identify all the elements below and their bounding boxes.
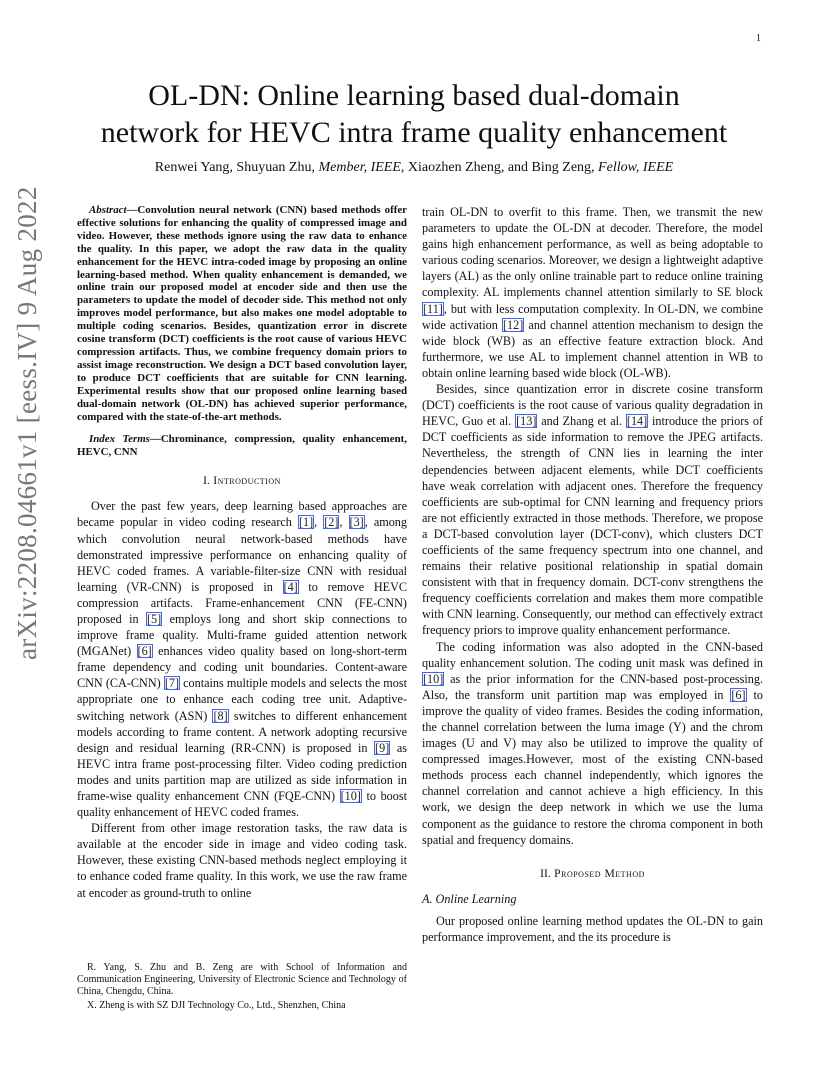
text-run: and Zhang et al. [537, 414, 626, 429]
author-role-fellow: Fellow, IEEE [598, 160, 674, 175]
author-list [40, 160, 788, 176]
text-run: to remove HEVC compression artifacts. Frame-enhancement CNN (FE-CNN) proposed in [77, 579, 408, 626]
text-run: as HEVC intra frame post-processing filter. Video coding prediction modes and units partition map are utilized as side information in frame-wise quality enhancement CNN (FQE-CNN) [77, 740, 407, 803]
text-run: , among which convolution neural network-based methods have demonstrated impressive performance on enhancing quality of HEVC coded frames. A variable-filter-size CNN with residual learning (VR-CNN) is proposed in [77, 515, 407, 594]
citation-link[interactable]: [13] [516, 414, 537, 429]
citation-link[interactable]: [3] [349, 515, 364, 530]
authors-part-2: , Xiaozhen Zheng, and Bing Zeng, [400, 160, 595, 175]
text-run: to boost quality enhancement of HEVC coded frames. [77, 789, 408, 820]
authors-part-1: Renwei Yang, Shuyuan Zhu, [154, 160, 315, 175]
intro-paragraph-1: Over the past few years, deep learning based approaches are became popular in video coding research [1], [2], [3], among which convolution neural network-based methods have demonstrated impressive performance on enhancing quality of HEVC coded frames. A variable-filter-size CNN with residual learning (VR-CNN) is proposed in [4] to remove HEVC compression artifacts. Frame-enhancement CNN (FE-CNN) proposed in [5] employs long and short skip connections to improve frame quality. Multi-frame guided attention network (MGANet) [6] enhances video quality based on long-short-term frame dependency and coding unit boundaries. Content-aware CNN (CA-CNN) [7] contains multiple models and selects the most appropriate one to enhance each coding tree unit. Adaptive-switching network (ASN) [8] switches to different enhancement models according to frame content. A network adopting recursive design and residual learning (RR-CNN) is proposed in [9] as HEVC intra frame post-processing filter. Video coding prediction modes and units partition map are utilized as side information in frame-wise quality enhancement CNN (FQE-CNN) [10] to boost quality enhancement of HEVC coded frames. [77, 499, 408, 820]
right-paragraph-4: Our proposed online learning method updates the OL-DN to gain performance improvement, and the its procedure is [422, 913, 763, 945]
citation-link[interactable]: [4] [283, 579, 298, 594]
citation-link[interactable]: [9] [375, 740, 390, 755]
right-paragraph-3 [422, 639, 763, 848]
text-run: contains multiple models and selects the most appropriate one to enhance each coding tree unit. Adaptive-switching network (ASN) [77, 676, 407, 723]
citation-link[interactable]: [6] [137, 644, 152, 659]
section-title: Introduction [213, 474, 281, 488]
subsection-heading-online-learning: A. Online Learning [422, 891, 517, 906]
citation-link[interactable]: [10] [340, 789, 361, 803]
abstract-text: —Convolution neural network (CNN) based methods offer effective solutions for enhancing the quality of compressed image and video. However, these methods ignore using the raw data to enhance the quality. In this paper, we adopt the raw data in the quality enhancement for the HEVC intra-coded image by proposing an online learning-based method. When quality enhancement is demanded, we online train our proposed model at encoder side and then use the parameters to update the model of decoder side. This method not only improves model performance, but also makes one model adoptable to multiple coding scenarios. Besides, quantization error in discrete cosine transform (DCT) coefficients is the root cause of various HEVC compression artifacts. Thus, we combine frequency domain priors to assist image reconstruction. We design a DCT based convolution layer, to produce DCT coefficients that are suitable for CNN learning. Experimental results show that our proposed online learning based dual-domain network (OL-DN) has achieved superior performance, compared with the state-of-the-art methods. [77, 204, 407, 423]
intro-paragraph-2: Different from other image restoration tasks, the raw data is available at the encoder side in image and video coding task. However, these existing CNN-based methods neglect employing it to enhance coded frame quality. In this work, we use the raw frame at encoder as ground-truth to online [77, 821, 407, 900]
text-run: Over the past few years, deep learning based approaches are became popular in video coding research [77, 499, 407, 530]
section-heading-introduction [77, 473, 407, 489]
footnote-affiliation-1: R. Yang, S. Zhu and B. Zeng are with School of Information and Communication Engineering, University of Electronic Science and Technology of China, Chengdu, China. [77, 962, 407, 997]
section-number: II. [540, 866, 551, 880]
text-run: enhances video quality based on long-short-term frame dependency and coding unit boundaries. Content-aware CNN (CA-CNN) [77, 644, 407, 691]
citation-link[interactable]: [2] [324, 515, 339, 530]
text-run: The coding information was also adopted in the CNN-based quality enhancement solution. The coding unit mask was defined in [422, 639, 763, 670]
text-run: , but with less computation complexity. In OL-DN, we combine wide activation [422, 301, 763, 332]
title-line-2: network for HEVC intra frame quality enhancement [100, 116, 728, 149]
text-run: train OL-DN to overfit to this frame. Then, we transmit the new parameters to update the OL-DN at decoder. Therefore, the model gains high enhancement performance, as well as being adoptable to various coding scenarios. Moreover, we design a lightweight adaptive layers (AL) as the only online trainable part to reduce online training complexity. AL implements channel attention similarly to SE block [422, 205, 763, 300]
citation-link[interactable]: [1] [298, 515, 314, 530]
abstract-label: Abstract [89, 204, 127, 216]
footnotes [77, 962, 407, 1014]
text-run: switches to different enhancement models according to frame content. A network adopting recursive design and residual learning (RR-CNN) is proposed in [77, 708, 408, 755]
index-terms [77, 433, 407, 459]
citation-link[interactable]: [12] [503, 317, 524, 332]
citation-link[interactable]: [6] [731, 687, 746, 702]
section-heading-proposed-method [422, 866, 763, 882]
right-column [422, 204, 763, 945]
index-terms-label: Index Terms [89, 433, 150, 446]
section-title: Proposed Method [554, 866, 645, 880]
paper-title [40, 77, 788, 151]
citation-link[interactable]: [8] [213, 708, 228, 723]
text-run: as the prior information for the CNN-based post-processing. Also, the transform unit partition map was employed in [422, 671, 763, 702]
left-column [77, 204, 407, 901]
text-run: introduce the priors of DCT coefficients as side information to remove the JPEG artifacts. Nevertheless, the strength of CNN lies in learning the inter dependencies between adjacent elements, while DCT coefficients have weak correlation with adjacent ones. Therefore the frequency coefficients are sub-optimal for CNN learning and frequency priors are not efficiently extracted in those methods. Therefore, we propose a DCT-based convolution layer (DCT-conv), which clusters DCT coefficients of the same frequency spectrum into one channel, and remains their relative positional relationship in spatial domain consistent with that in frequency domain. DCT-conv strengthens the frequency coefficients correlation and makes them more compatible with CNN learning. Consequently, our method can effectively extract frequency priors to improve quality enhancement performance. [422, 414, 763, 638]
index-terms-text: —Chrominance, compression, quality enhancement, HEVC, CNN [77, 433, 407, 459]
section-number: I. [203, 474, 210, 488]
arxiv-identifier: arXiv:2208.04661v1 [eess.IV] 9 Aug 2022 [12, 186, 42, 660]
page-number: 1 [756, 33, 761, 44]
text-run: and channel attention mechanism to design the wide block (WB) as an effective feature extraction block. And furthermore, we use AL to implement channel attention in WB to obtain online learning based wide block (OL-WB). [422, 317, 763, 380]
text-run: to improve the quality of video frames. Besides the coding information, the channel correlation between the luma image (Y) and the chrom images (U and V) may also be utilized to improve the quality of compressed images.However, most of the existing CNN-based methods process each channel independently, which ignores the channel correlation and cannot achieve a high efficiency. In this work, we design the deep network in which we use the luma component as the guidance to restore the chroma component in both spatial and frequency domains. [422, 687, 763, 847]
footnote-affiliation-2: X. Zheng is with SZ DJI Technology Co., Ltd., Shenzhen, China [87, 1000, 346, 1011]
citation-link[interactable]: [10] [423, 671, 444, 686]
right-paragraph-1 [422, 204, 763, 381]
right-paragraph-2 [422, 381, 763, 639]
citation-link[interactable]: [7] [164, 676, 180, 691]
abstract [77, 204, 407, 423]
title-line-1: OL-DN: Online learning based dual-domain [148, 79, 680, 112]
text-run: employs long and short skip connections to improve frame quality. Multi-frame guided attention network (MGANet) [77, 611, 407, 659]
author-role-member: Member, IEEE [318, 160, 401, 175]
text-run: Besides, since quantization error in discrete cosine transform (DCT) coefficients is the root cause of various quality degradation in HEVC, Guo et al. [422, 382, 763, 429]
citation-link[interactable]: [11] [423, 301, 443, 316]
citation-link[interactable]: [14] [626, 414, 648, 429]
citation-link[interactable]: [5] [146, 611, 162, 626]
